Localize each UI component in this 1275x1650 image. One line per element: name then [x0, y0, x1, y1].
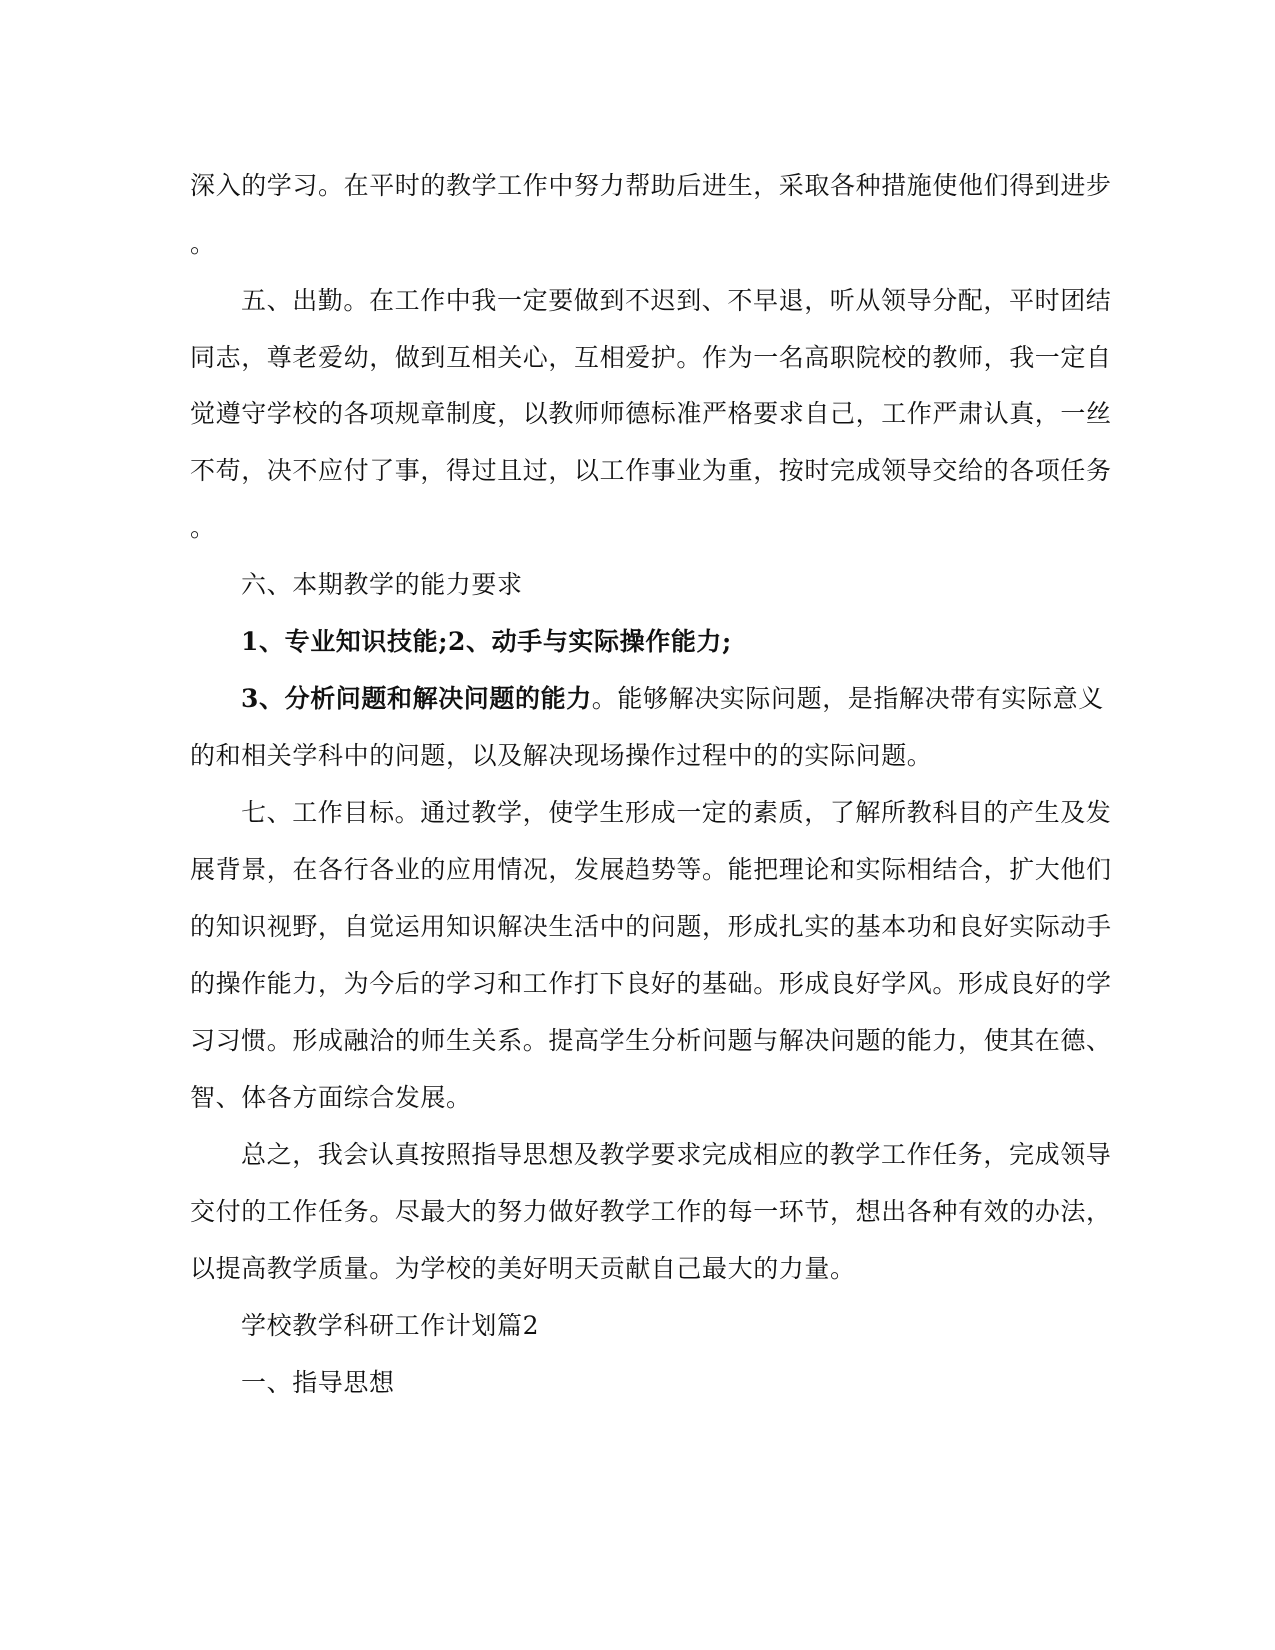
ability-3-normal-text: 。能够解决实际问题，是指解决带有实际意义 — [591, 684, 1104, 713]
paragraph-line: 的操作能力，为今后的学习和工作打下良好的基础。形成良好学风。形成良好的学 — [190, 969, 1112, 998]
ability-list-line: 1、专业知识技能;2、动手与实际操作能力; — [241, 627, 732, 656]
paragraph-line: 的知识视野，自觉运用知识解决生活中的问题，形成扎实的基本功和良好实际动手 — [190, 912, 1112, 941]
section-5-heading-line: 五、出勤。在工作中我一定要做到不迟到、不早退，听从领导分配，平时团结 — [241, 286, 1112, 315]
paragraph-line: 觉遵守学校的各项规章制度，以教师师德标准严格要求自己，工作严肃认真，一丝 — [190, 399, 1112, 428]
ability-3-bold-text: 3、分析问题和解决问题的能力 — [241, 684, 592, 713]
paragraph-line: 。 — [190, 229, 216, 258]
paragraph-line: 习习惯。形成融洽的师生关系。提高学生分析问题与解决问题的能力，使其在德、 — [190, 1026, 1112, 1055]
paragraph-line: 的和相关学科中的问题，以及解决现场操作过程中的的实际问题。 — [190, 741, 933, 770]
paragraph-line: 智、体各方面综合发展。 — [190, 1083, 472, 1112]
article-2-title: 学校教学科研工作计划篇2 — [241, 1311, 540, 1340]
paragraph-line: 不苟，决不应付了事，得过且过，以工作事业为重，按时完成领导交给的各项任务 — [190, 456, 1112, 485]
summary-line: 总之，我会认真按照指导思想及教学要求完成相应的教学工作任务，完成领导 — [241, 1140, 1112, 1169]
paragraph-line: 交付的工作任务。尽最大的努力做好教学工作的每一环节，想出各种有效的办法， — [190, 1197, 1112, 1226]
section-6-heading: 六、本期教学的能力要求 — [241, 570, 523, 599]
paragraph-line: 展背景，在各行各业的应用情况，发展趋势等。能把理论和实际相结合，扩大他们 — [190, 855, 1112, 884]
section-7-heading-line: 七、工作目标。通过教学，使学生形成一定的素质，了解所教科目的产生及发 — [241, 798, 1112, 827]
paragraph-line: 深入的学习。在平时的教学工作中努力帮助后进生，采取各种措施使他们得到进步 — [190, 171, 1112, 200]
guiding-thought-heading: 一、指导思想 — [241, 1368, 395, 1397]
ability-3-line — [241, 683, 1104, 715]
paragraph-line: 。 — [190, 513, 216, 542]
paragraph-line: 以提高教学质量。为学校的美好明天贡献自己最大的力量。 — [190, 1254, 856, 1283]
paragraph-line: 同志，尊老爱幼，做到互相关心，互相爱护。作为一名高职院校的教师，我一定自 — [190, 343, 1112, 372]
